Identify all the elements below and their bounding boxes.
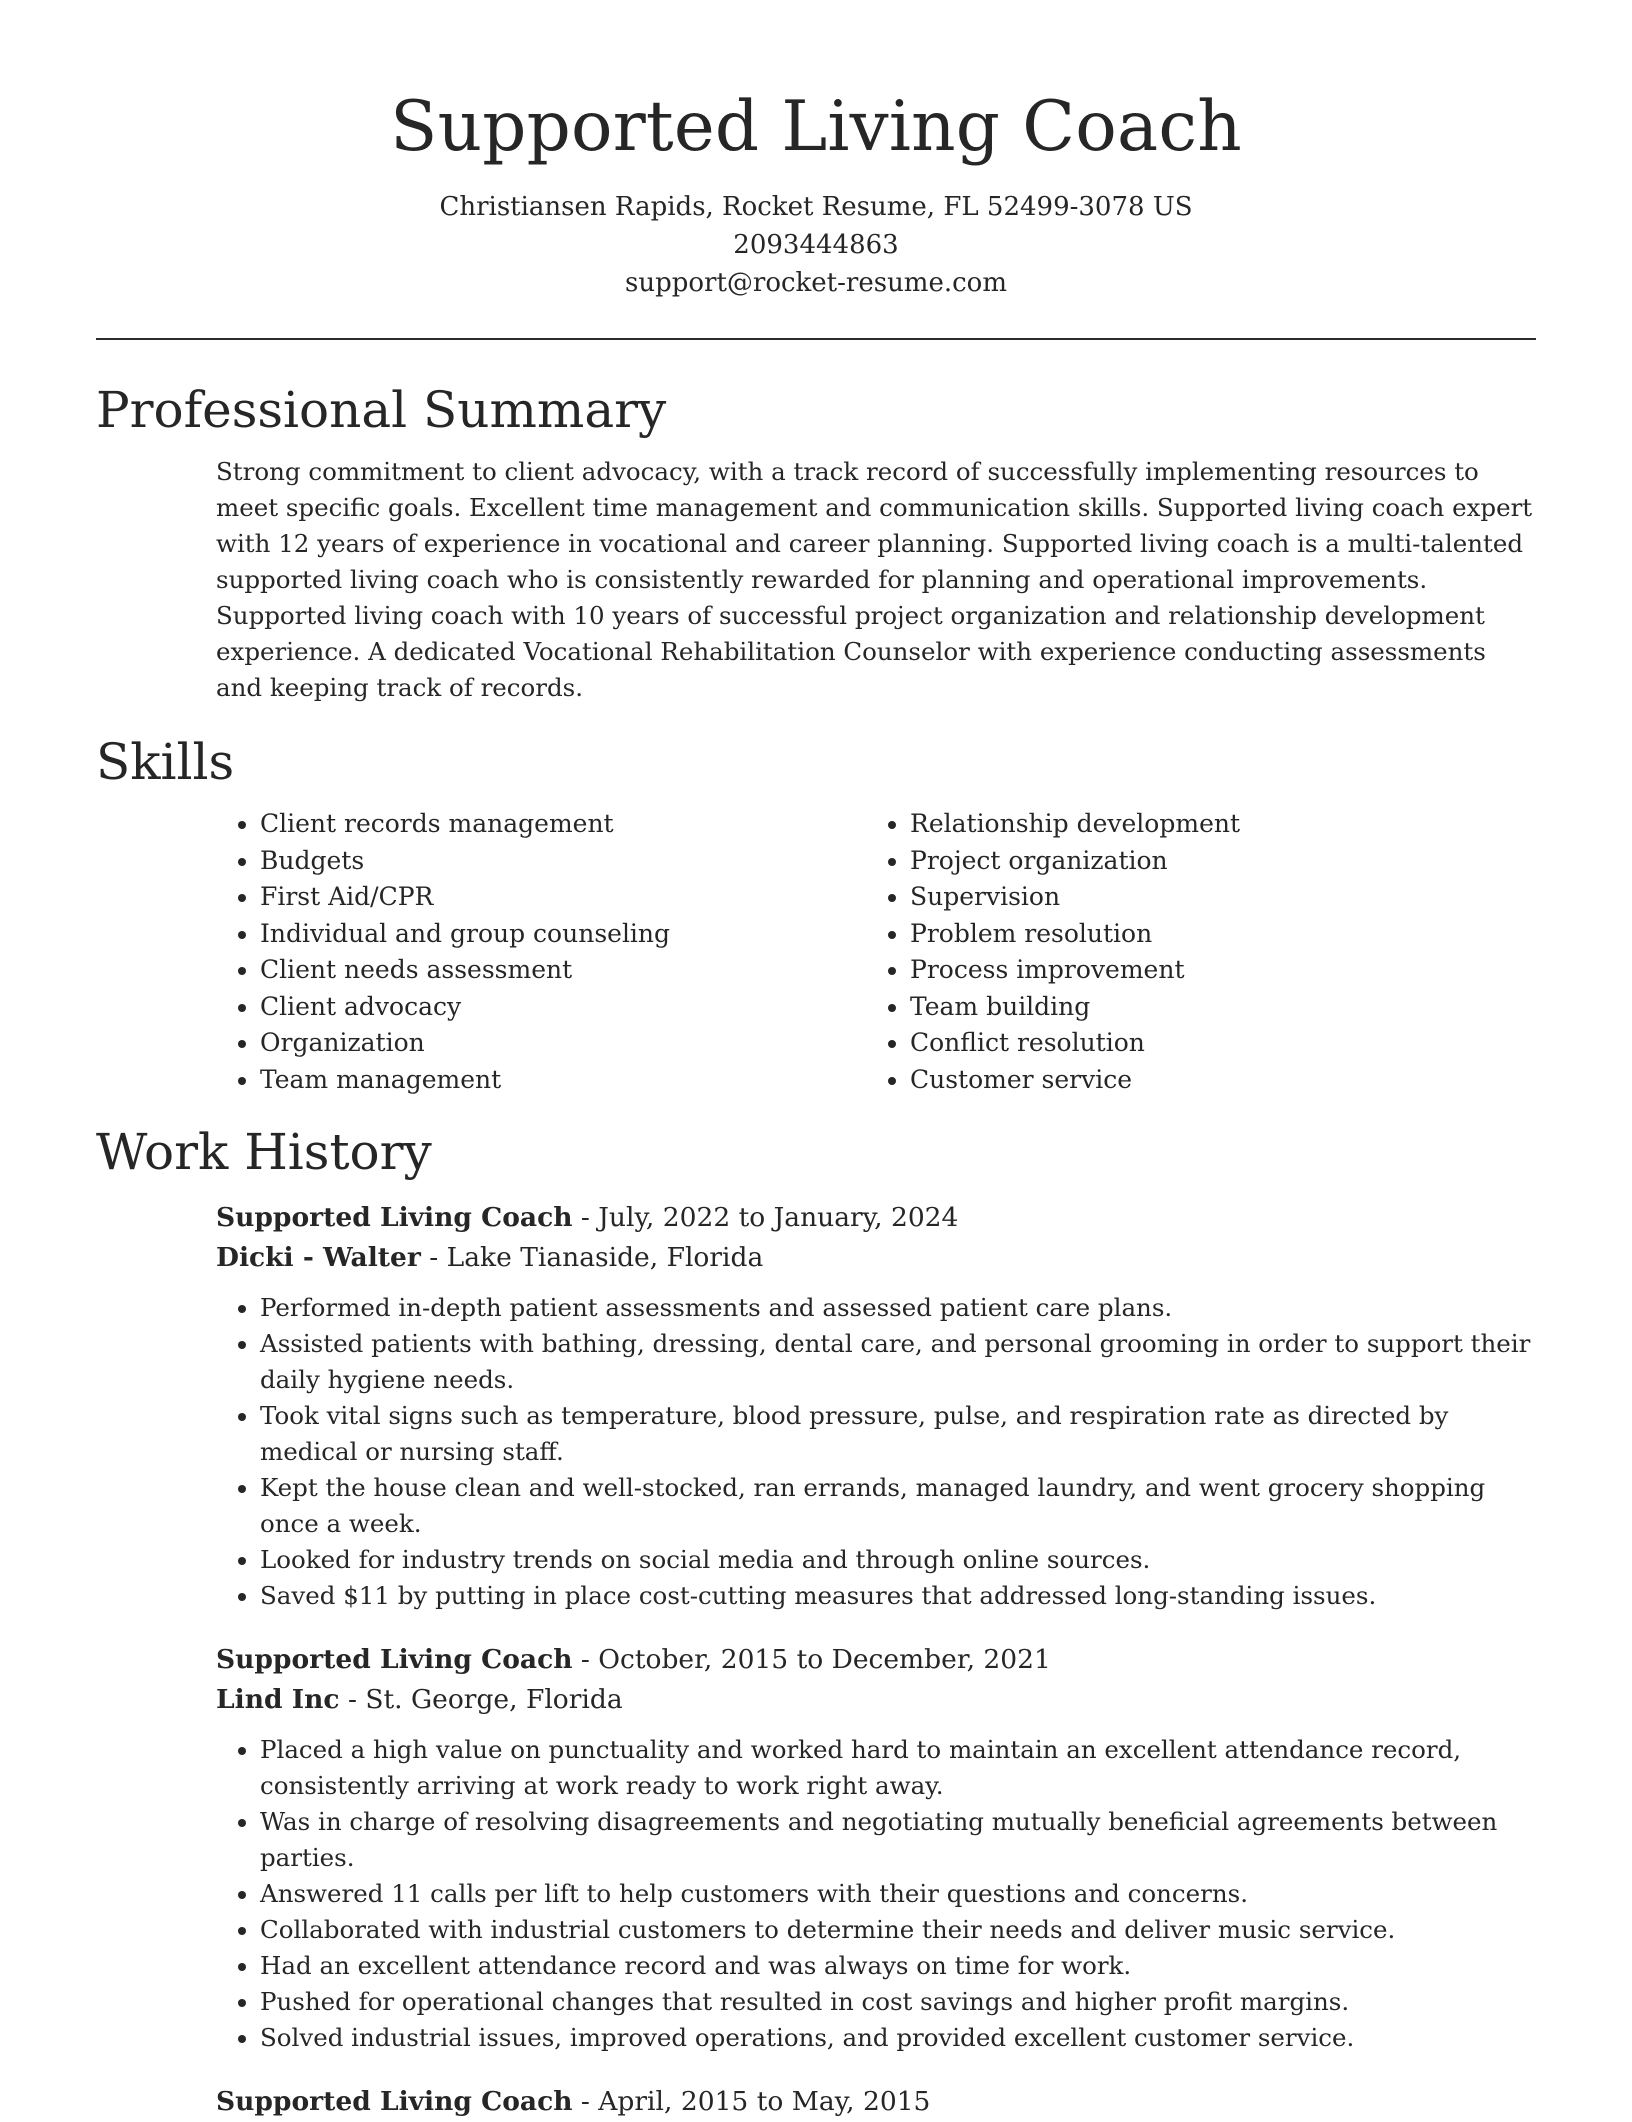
skill-item: • Supervision (910, 879, 1516, 916)
skill-item: • Project organization (910, 843, 1516, 880)
job-duty-item: • Took vital signs such as temperature, blood pressure, pulse, and respiration rate as directed by medical or nursing staff. (260, 1398, 1536, 1470)
skill-item: • Conflict resolution (910, 1025, 1516, 1062)
job-location: - Lake Tianaside, Florida (420, 1242, 764, 1273)
job-duty-item: • Placed a high value on punctuality and worked hard to maintain an excellent attendance record, consistently arriving at work ready to work right away. (260, 1732, 1536, 1804)
job-duties (216, 1290, 1536, 1614)
job-duty-item: • Had an excellent attendance record and was always on time for work. (260, 1948, 1536, 1984)
contact-block (96, 188, 1536, 302)
job-title-line (216, 2082, 1536, 2122)
job-entry (216, 1640, 1536, 2056)
job-duty-item: • Answered 11 calls per lift to help customers with their questions and concerns. (260, 1876, 1536, 1912)
skills-column-right (866, 806, 1516, 1098)
job-duty-item: • Was in charge of resolving disagreements and negotiating mutually beneficial agreements between parties. (260, 1804, 1536, 1876)
job-duty-item: • Solved industrial issues, improved operations, and provided excellent customer service. (260, 2020, 1536, 2056)
resume-page (96, 0, 1536, 2122)
job-title: Supported Living Coach (216, 1644, 573, 1675)
job-title-line (216, 1198, 1536, 1238)
job-dates: - July, 2022 to January, 2024 (572, 1202, 959, 1233)
job-duty-item: • Pushed for operational changes that resulted in cost savings and higher profit margins. (260, 1984, 1536, 2020)
job-title: Supported Living Coach (216, 2086, 573, 2117)
job-title: Supported Living Coach (216, 1202, 573, 1233)
work-history-heading: Work History (96, 1123, 432, 1181)
skill-item: • Customer service (910, 1062, 1516, 1099)
job-duty-item: • Collaborated with industrial customers to determine their needs and deliver music service. (260, 1912, 1536, 1948)
skills-heading: Skills (96, 733, 235, 791)
skill-item: • Client needs assessment (260, 952, 866, 989)
job-entry (216, 2082, 1536, 2122)
job-duty-item: • Kept the house clean and well-stocked, ran errands, managed laundry, and went grocery shopping once a week. (260, 1470, 1536, 1542)
skill-item: • Process improvement (910, 952, 1516, 989)
job-location: - St. George, Florida (339, 1684, 623, 1715)
skill-item: • Client records management (260, 806, 866, 843)
summary-text: Strong commitment to client advocacy, with a track record of successfully implementing resources to meet specific goals. Excellent time management and communication skills. Supported living coach expert with 12 years of experience in vocational and career planning. Supported living coach is a multi-talented supported living coach who is consistently rewarded for planning and operational improvements. Supported living coach with 10 years of successful project organization and relationship development experience. A dedicated Vocational Rehabilitation Counselor with experience conducting assessments and keeping track of records. (216, 457, 1533, 702)
contact-phone: 2093444863 (733, 230, 899, 260)
skills-column-left (216, 806, 866, 1098)
job-duty-item: • Looked for industry trends on social media and through online sources. (260, 1542, 1536, 1578)
summary-heading: Professional Summary (96, 381, 667, 439)
resume-title: Supported Living Coach (390, 87, 1242, 167)
job-dates: - April, 2015 to May, 2015 (572, 2086, 931, 2117)
job-duty-item: • Performed in-depth patient assessments and assessed patient care plans. (260, 1290, 1536, 1326)
job-dates: - October, 2015 to December, 2021 (572, 1644, 1051, 1675)
job-company-line (216, 1238, 1536, 1278)
skill-item: • Organization (260, 1025, 866, 1062)
skill-item: • Budgets (260, 843, 866, 880)
job-company: Lind Inc (216, 1684, 340, 1715)
skill-item: • Individual and group counseling (260, 916, 866, 953)
resume-header (96, 0, 1536, 302)
job-duty-item: • Assisted patients with bathing, dressing, dental care, and personal grooming in order to support their daily hygiene needs. (260, 1326, 1536, 1398)
skill-item: • Problem resolution (910, 916, 1516, 953)
skill-item: • Relationship development (910, 806, 1516, 843)
skill-item: • Client advocacy (260, 989, 866, 1026)
job-title-line (216, 1640, 1536, 1680)
job-entry (216, 1198, 1536, 1614)
skill-item: • Team building (910, 989, 1516, 1026)
skill-item: • First Aid/CPR (260, 879, 866, 916)
job-duty-item: • Saved $11 by putting in place cost-cutting measures that addressed long-standing issues. (260, 1578, 1536, 1614)
job-company-line (216, 1680, 1536, 1720)
header-divider (96, 338, 1536, 340)
skills-list (216, 806, 1536, 1098)
skill-item: • Team management (260, 1062, 866, 1099)
contact-email: support@rocket-resume.com (624, 268, 1007, 298)
contact-address: Christiansen Rapids, Rocket Resume, FL 52499-3078 US (439, 192, 1193, 222)
job-company: Dicki - Walter (216, 1242, 421, 1273)
job-duties (216, 1732, 1536, 2056)
